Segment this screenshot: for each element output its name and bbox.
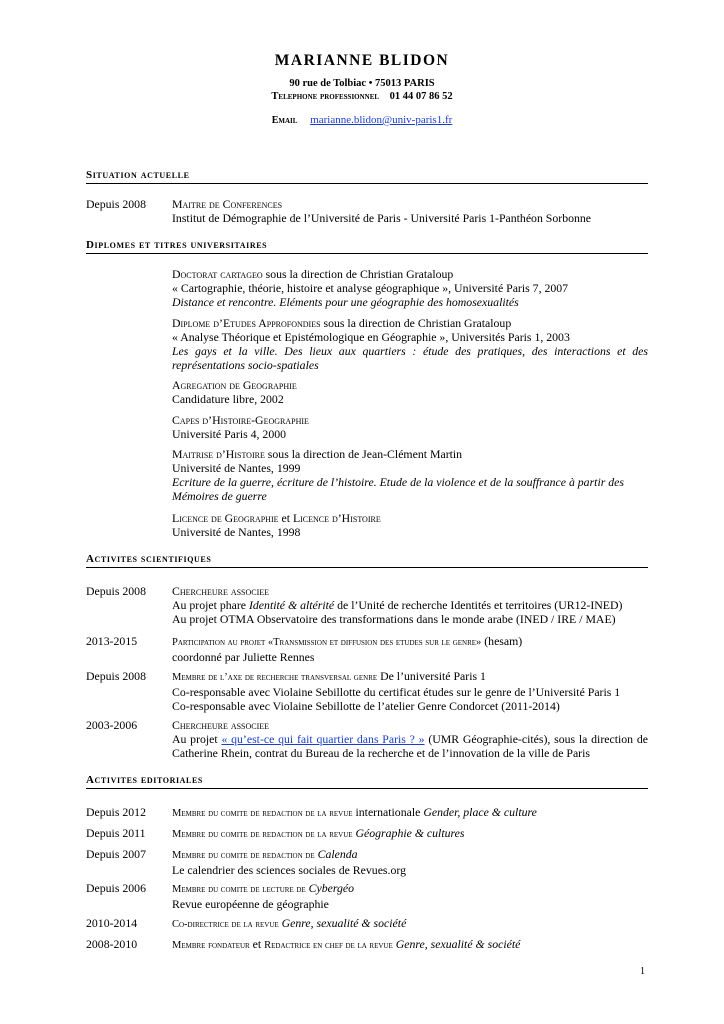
editorial-entry	[86, 847, 648, 877]
entry-date: 2010-2014	[86, 916, 138, 930]
diploma-title: Agregation de Geographie	[172, 378, 297, 392]
diploma-entry	[86, 447, 648, 503]
entry-title: Participation au projet «Transmission et diffusion des etudes sur le genre»	[172, 637, 482, 648]
entry-line: Co-responsable avec Violaine Sebillotte du certificat études sur le genre de l’Université Paris 1	[172, 685, 621, 699]
activity-entry	[86, 669, 648, 713]
entry-title: Membre de l’axe de recherche transversal genre	[172, 672, 378, 683]
diploma-thesis: Ecriture de la guerre, écriture de l’histoire. Etude de la violence et de la souffrance à partir des Mémoires de guerre	[172, 475, 624, 503]
entry-date: Depuis 2008	[86, 584, 146, 598]
entry-text: internationale	[352, 805, 424, 819]
entry-text: (UMR Géographie-cités), sous la direction de Catherine Rhein, contrat du Bureau de la recherche et de l’innovation de la ville de Paris	[172, 732, 648, 760]
entry-date: Depuis 2012	[86, 805, 146, 819]
diploma-detail: sous la direction de Jean-Clément Martin	[264, 447, 463, 461]
diploma-line: Université de Nantes, 1998	[172, 525, 301, 539]
diploma-line: Candidature libre, 2002	[172, 392, 284, 406]
diploma-line: Université de Nantes, 1999	[172, 461, 301, 475]
editorial-entry	[86, 881, 648, 911]
journal-name: Gender, place & culture	[423, 805, 537, 819]
entry-title: Maitre de Conferences	[172, 197, 283, 211]
phone-line	[0, 91, 724, 102]
journal-name: Genre, sexualité & société	[395, 937, 521, 951]
diploma-thesis: Les gays et la ville. Des lieux aux quartiers : étude des pratiques, des interactions et des représentations socio-spatiales	[172, 344, 648, 372]
entry-date: Depuis 2008	[86, 197, 146, 211]
journal-name: Calenda	[317, 847, 358, 861]
diploma-entry	[86, 413, 648, 441]
situation-entry	[86, 197, 648, 225]
entry-line: Co-responsable avec Violaine Sebillotte de l’atelier Genre Condorcet (2011-2014)	[172, 699, 560, 713]
diploma-thesis: Distance et rencontre. Eléments pour une géographie des homosexualités	[172, 295, 519, 309]
diploma-title: Licence de Geographie	[172, 511, 279, 525]
diploma-entry	[86, 511, 648, 539]
entry-line: Revue européenne de géographie	[172, 897, 329, 911]
entry-institution: Institut de Démographie de l’Université de Paris - Université Paris 1-Panthéon Sorbonne	[172, 211, 592, 225]
phone-number: 01 44 07 86 52	[389, 91, 453, 102]
diploma-entry	[86, 378, 648, 406]
diploma-title: Maitrise d’Histoire	[172, 447, 265, 461]
editorial-entry	[86, 826, 648, 842]
entry-text: Au projet	[172, 732, 222, 746]
section-heading-editoriales: Activites editoriales	[86, 774, 648, 789]
address: 90 rue de Tolbiac • 75013 PARIS	[289, 78, 435, 89]
diploma-entry	[86, 316, 648, 372]
diploma-detail: sous la direction de Christian Grataloup	[262, 267, 454, 281]
diploma-line: « Analyse Théorique et Epistémologique en Géographie », Universités Paris 1, 2003	[172, 330, 570, 344]
entry-date: Depuis 2007	[86, 847, 146, 861]
activity-entry	[86, 584, 648, 626]
entry-date: 2003-2006	[86, 718, 138, 732]
entry-title: Membre fondateur	[172, 940, 250, 951]
entry-line: coordonné par Juliette Rennes	[172, 650, 315, 664]
diploma-entry	[86, 267, 648, 309]
diploma-line: « Cartographie, théorie, histoire et analyse géographique », Université Paris 7, 2007	[172, 281, 569, 295]
section-heading-diplomes: Diplomes et titres universitaires	[86, 239, 648, 254]
editorial-entry	[86, 916, 648, 932]
entry-text: De l’université Paris 1	[377, 669, 486, 683]
journal-name: Géographie & cultures	[355, 826, 465, 840]
email-link[interactable]: marianne.blidon@univ-paris1.fr	[310, 114, 453, 126]
editorial-entry	[86, 805, 648, 821]
entry-date: Depuis 2011	[86, 826, 146, 840]
entry-line: Le calendrier des sciences sociales de Revues.org	[172, 863, 406, 877]
entry-title: Membre du comite de redaction de	[172, 850, 315, 861]
entry-date: 2008-2010	[86, 937, 138, 951]
entry-line: Au projet OTMA Observatoire des transformations dans le monde arabe (INED / IRE / MAE)	[172, 612, 616, 626]
section-heading-scientifiques: Activites scientifiques	[86, 553, 648, 568]
entry-date: Depuis 2008	[86, 669, 146, 683]
entry-title: Chercheure associee	[172, 718, 270, 732]
entry-title: Redactrice en chef de la revue	[264, 940, 393, 951]
entry-title: Chercheure associee	[172, 584, 270, 598]
entry-date: Depuis 2006	[86, 881, 146, 895]
editorial-entry	[86, 937, 648, 953]
section-heading-situation: Situation actuelle	[86, 169, 648, 184]
diploma-title: Doctorat cartageo	[172, 267, 263, 281]
entry-text: Au projet phare	[172, 598, 249, 612]
cv-name: MARIANNE BLIDON	[274, 52, 450, 69]
diploma-title: Capes d’Histoire-Geographie	[172, 413, 309, 427]
entry-title: Membre du comite de redaction de la revue	[172, 808, 353, 819]
entry-title: Membre du comite de lecture de	[172, 884, 306, 895]
diploma-title: Licence d’Histoire	[292, 511, 381, 525]
page-number: 1	[640, 966, 645, 977]
entry-date: 2013-2015	[86, 634, 138, 648]
journal-name: Cybergéo	[308, 881, 355, 895]
phone-label: Telephone professionnel	[271, 91, 380, 102]
diploma-detail: sous la direction de Christian Grataloup	[320, 316, 512, 330]
email-line	[0, 114, 724, 126]
activity-entry	[86, 634, 648, 664]
entry-italic: Identité & altérité	[248, 598, 335, 612]
project-link[interactable]: « qu’est-ce qui fait quartier dans Paris ? »	[221, 732, 425, 746]
diploma-line: Université Paris 4, 2000	[172, 427, 287, 441]
entry-title: Co-directrice de la revue	[172, 919, 279, 930]
entry-title: Membre du comite de redaction de la revue	[172, 829, 353, 840]
entry-text: (hesam)	[481, 634, 523, 648]
entry-text: et	[249, 937, 265, 951]
journal-name: Genre, sexualité & société	[281, 916, 407, 930]
activity-entry	[86, 718, 648, 760]
entry-text: de l’Unité de recherche Identités et territoires (UR12-INED)	[334, 598, 623, 612]
diploma-title: Diplome d’Etudes Approfondies	[172, 316, 321, 330]
diploma-connector: et	[278, 511, 293, 525]
email-label: Email	[271, 115, 298, 126]
